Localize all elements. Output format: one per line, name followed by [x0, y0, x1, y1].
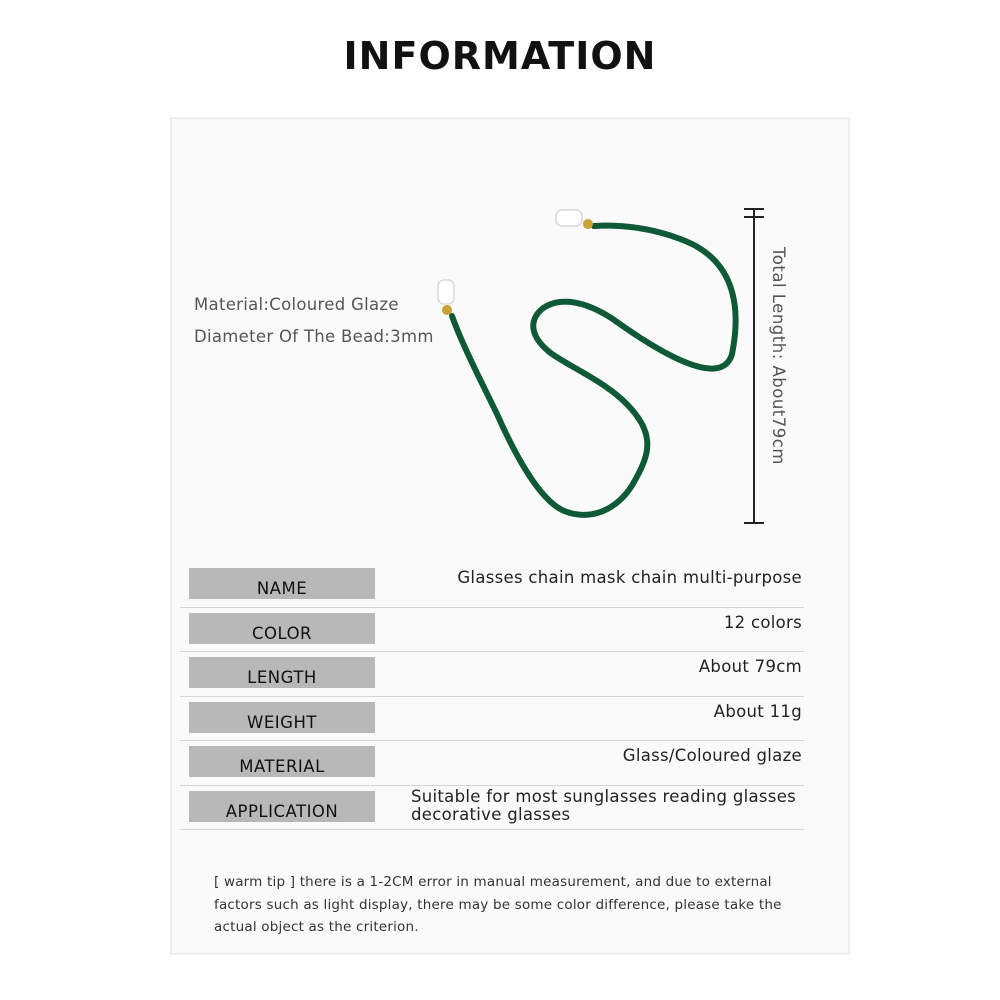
row-value-application: Suitable for most sunglasses reading glasses decorative glasses: [411, 786, 797, 824]
row-label-color: COLOR: [189, 613, 375, 644]
glasses-chain-image: [422, 204, 752, 534]
row-label-length: LENGTH: [189, 657, 375, 688]
row-label-name: NAME: [189, 568, 375, 599]
table-row: [180, 786, 804, 831]
bead-diameter-line: Diameter Of The Bead:3mm: [194, 327, 434, 346]
material-line: Material:Coloured Glaze: [194, 295, 399, 314]
table-row: [180, 697, 804, 742]
spec-table: [180, 563, 804, 830]
row-label-application: APPLICATION: [189, 791, 375, 822]
row-value-color: 12 colors: [723, 612, 802, 632]
row-value-name: Glasses chain mask chain multi-purpose: [457, 568, 802, 587]
bead-chain: [452, 226, 736, 515]
info-panel: [170, 117, 850, 955]
total-length-label: Total Length: About79cm: [769, 247, 788, 465]
row-value-material: Glass/Coloured glaze: [622, 746, 802, 765]
right-clasp: [556, 210, 593, 229]
row-label-material: MATERIAL: [189, 746, 375, 777]
table-row: [180, 608, 804, 653]
warm-tip: [ warm tip ] there is a 1-2CM error in manual measurement, and due to external factors such as light display, there may be some color difference, please take the actual object as the criterion.: [214, 874, 782, 935]
table-row: [180, 563, 804, 608]
left-clasp: [438, 280, 454, 315]
table-row: [180, 652, 804, 697]
row-value-weight: About 11g: [713, 701, 802, 721]
row-value-length: About 79cm: [698, 657, 802, 676]
table-row: [180, 741, 804, 786]
page-title: INFORMATION: [343, 34, 657, 78]
length-measure-bar: [744, 208, 764, 524]
row-label-weight: WEIGHT: [189, 702, 375, 733]
